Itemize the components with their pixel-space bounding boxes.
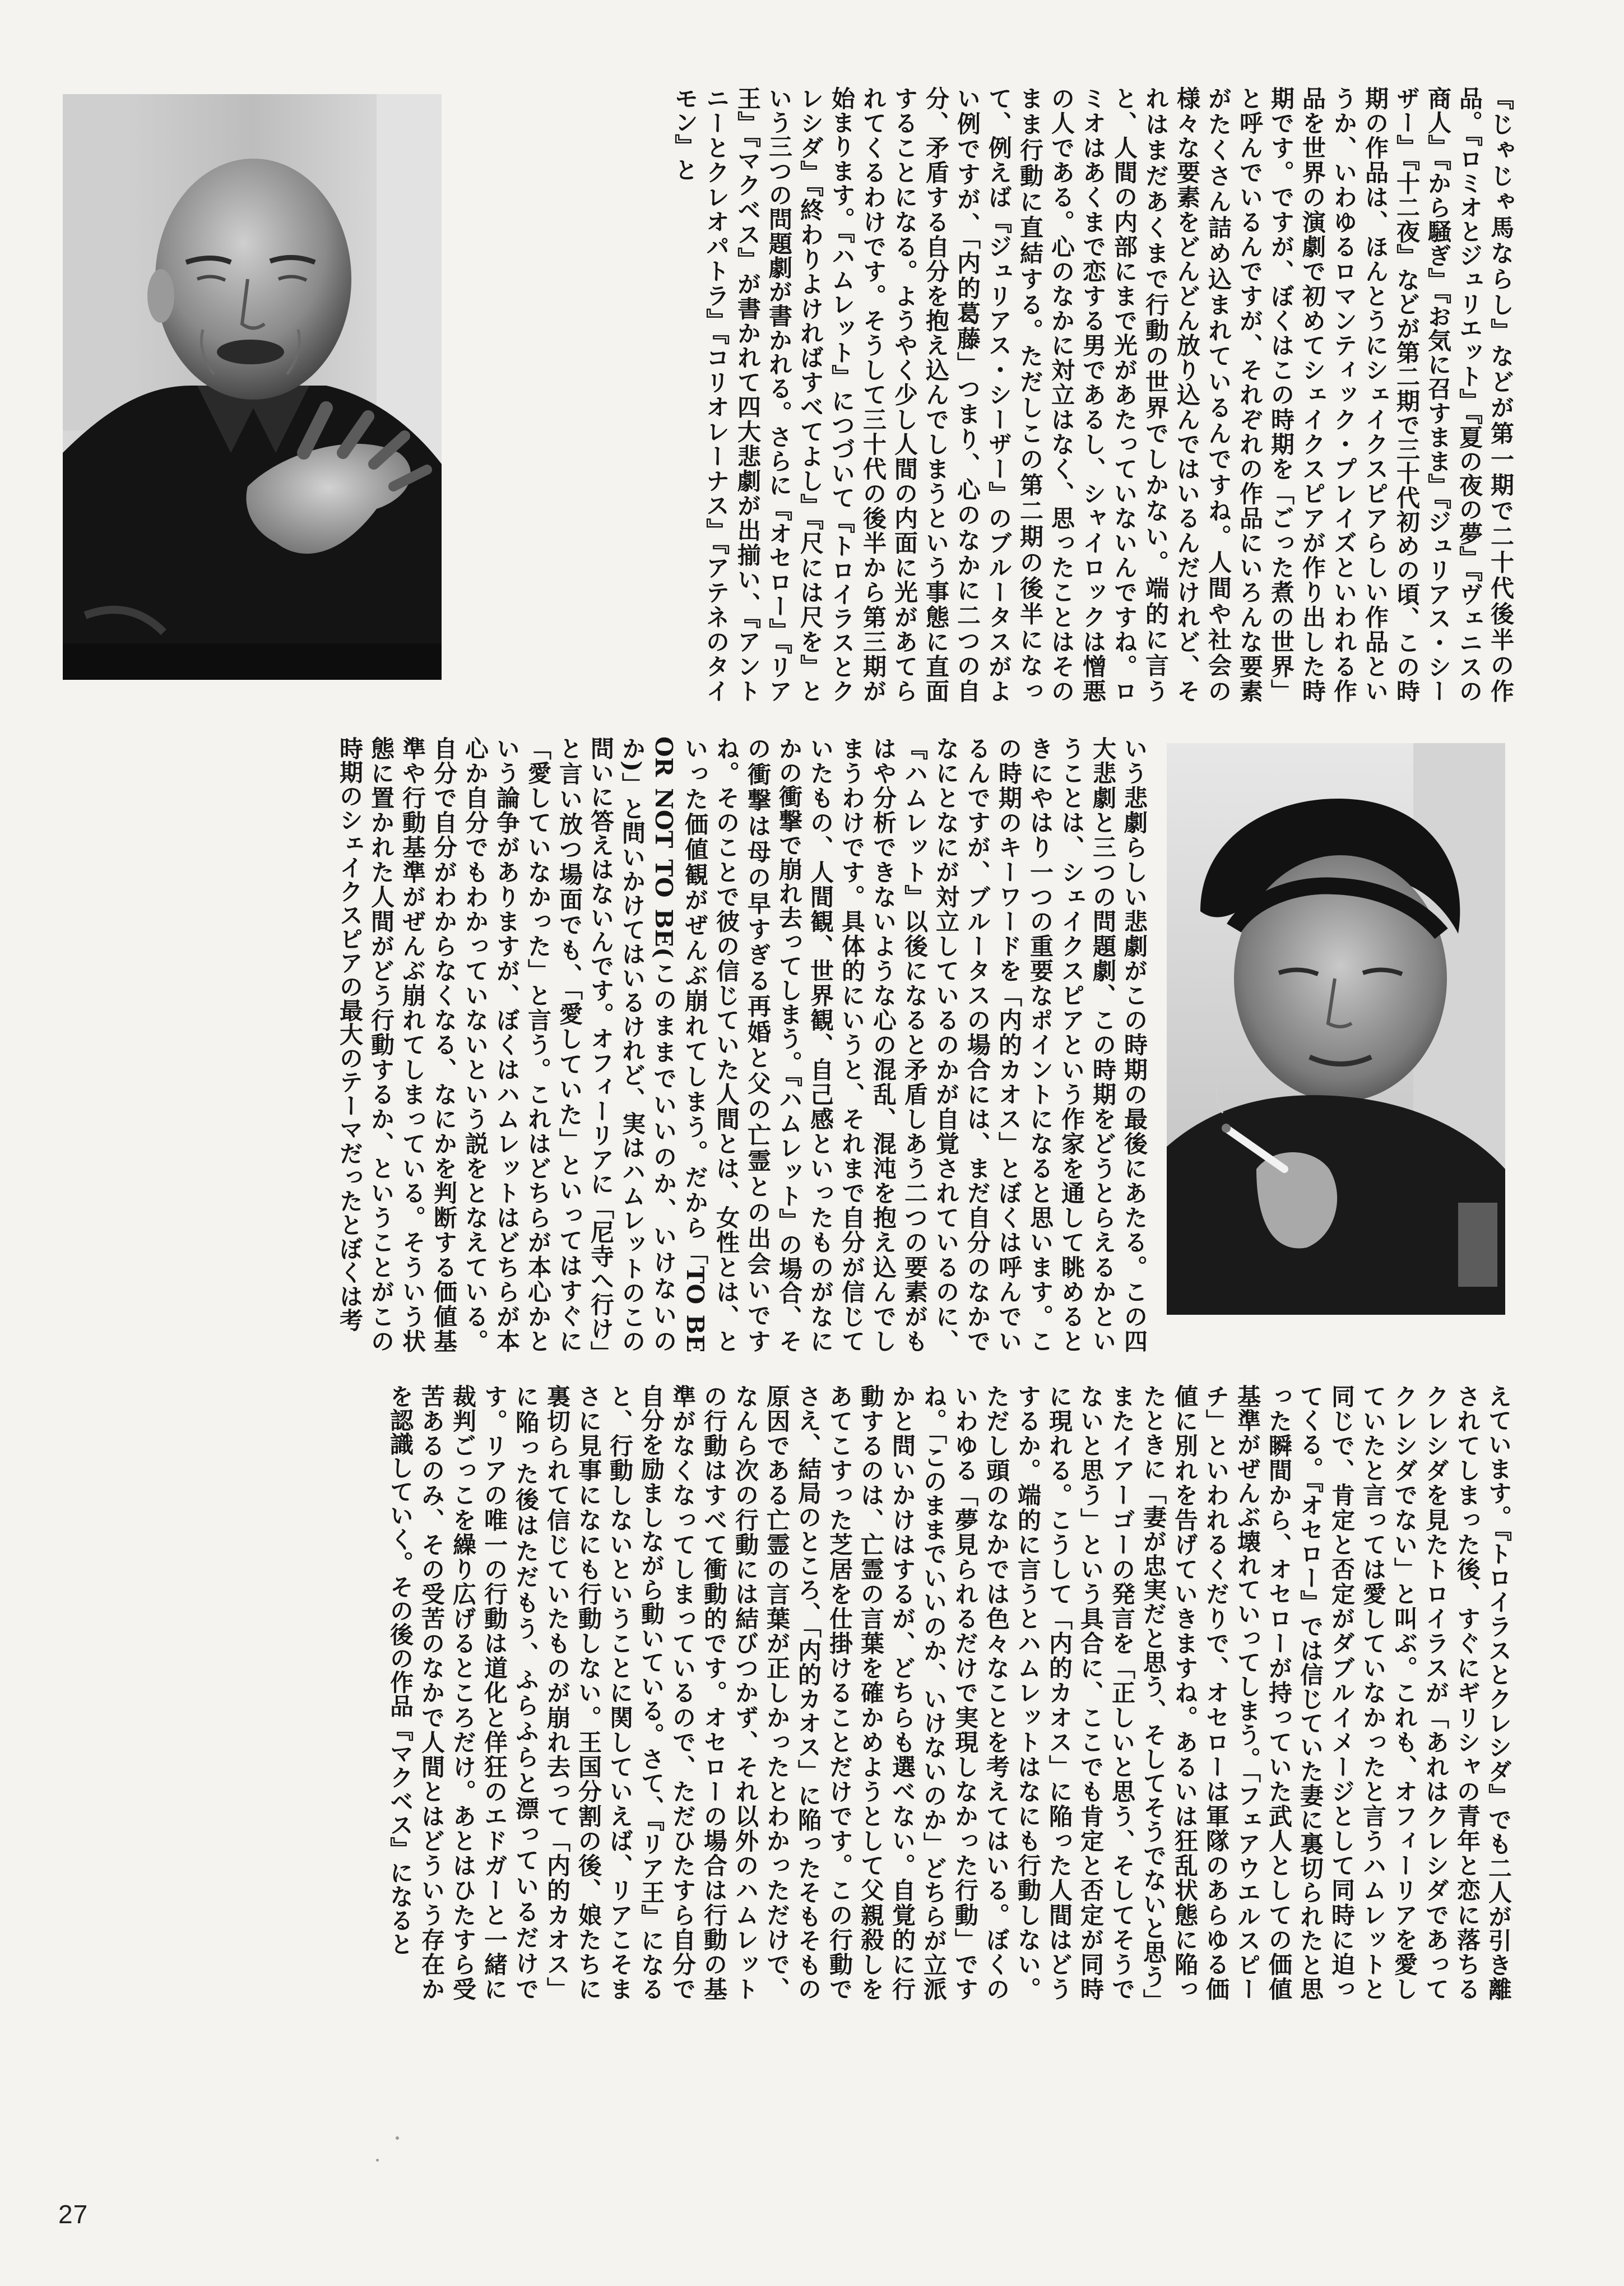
- paragraph: えています。『トロイラスとクレシダ』でも二人が引き離されてしまった後、すぐにギリシャの青年と恋に落ちるクレシダを見たトロイラスが「あれはクレシダであってクレシダでない」と叫ぶ。これも、オフィーリアを愛していたと言っては愛していなかったと言うハムレットと同じで、肯定と否定がダブルイメージとして同時に迫ってくる。『オセロー』では信じていた妻に裏切られたと思った瞬間から、オセローが持っていた武人としての価値基準がぜんぶ壊れていってしまう。「フェアウエルスピーチ」といわれるくだりで、オセローは軍隊のあらゆる価値に別れを告げていきますね。あるいは狂乱状態に陥ったときに「妻が忠実だと思う、そしてそうでないと思う」またイアーゴーの発言を「正しいと思う、そしてそうでないと思う」という具合に、ここでも肯定と否定が同時に現れる。こうして「内的カオス」に陥った人間はどうするか。端的に言うとハムレットはなにも行動しない。ただし頭のなかでは色々なことを考えてはいる。ぼくのいわゆる「夢見られるだけで実現しなかった行動」ですね。「このままでいいのか、いけないのか」どちらが立派かと問いかけはするが、どちらも選べない。自覚的に行動するのは、亡霊の言葉を確かめようとして父親殺しをあてこすった芝居を仕掛けることだけです。この行動でさえ、結局のところ、「内的カオス」に陥ったそもそもの原因である亡霊の言葉が正しかったとわかっただけで、なんら次の行動には結びつかず、それ以外のハムレットの行動はすべて衝動的です。オセローの場合は行動の基準がなくなってしまっているので、ただひたすら自分で自分を励ましながら動いている。さて、『リア王』になると、行動しないということに関していえば、リアこそまさに見事になにも行動しない。王国分割の後、娘たちに裏切られて信じていたものが崩れ去って「内的カオス」に陥った後はただもう、ふらふらと漂っているだけです。リアの唯一の行動は道化と佯狂のエドガーと一緒に裁判ごっこを繰り広げるところだけ。あとはひたすら受苦あるのみ、その受苦のなかで人間とはどういう存在かを認識していく。その後の作品『マクベス』になると: [387, 1384, 1512, 2001]
- photo-younger-man-image: [1167, 743, 1505, 1315]
- article-column-bottom: [63, 1384, 1514, 2001]
- page-number: 27: [58, 2200, 89, 2229]
- photo-older-man-image: [63, 94, 442, 680]
- article-column-top: [463, 86, 1516, 703]
- article-column-middle: [63, 736, 1150, 1353]
- photo-younger-man: [1167, 743, 1505, 1315]
- scan-speck: [376, 2159, 379, 2162]
- scan-speck: [396, 2136, 399, 2140]
- paragraph: いう悲劇らしい悲劇がこの時期の最後にあたる。この四大悲劇と三つの問題劇、この時期をどうとらえるかということは、シェイクスピアという作家を通して眺めるときにやはり一つの重要なポイントになると思います。この時期のキーワードを「内的カオス」とぼくは呼んでいるんですが、ブルータスの場合には、まだ自分のなかでなにとなにが対立しているのかが自覚されているのに、『ハムレット』以後になると矛盾しあう二つの要素がもはや分析できないような心の混乱、混沌を抱え込んでしまうわけです。具体的にいうと、それまで自分が信じていたもの、人間観、世界観、自己感といったものがなにかの衝撃で崩れ去ってしまう。『ハムレット』の場合、その衝撃は母の早すぎる再婚と父の亡霊との出会いですね。そのことで彼の信じていた人間とは、女性とは、といった価値観がぜんぶ崩れてしまう。だから「TO BE OR NOT TO BE(このままでいいのか、いけないのか)」と問いかけてはいるけれど、実はハムレットのこの問いに答えはないんです。オフィーリアに「尼寺へ行け」と言い放つ場面でも、「愛していた」といってはすぐに「愛していなかった」と言う。これはどちらが本心かという論争がありますが、ぼくはハムレットはどちらが本心か自分でもわかっていないという説をとなえている。自分で自分がわからなくなる、なにかを判断する価値基準や行動基準がぜんぶ崩れてしまっている。そういう状態に置かれた人間がどう行動するか、ということがこの時期のシェイクスピアの最大のテーマだったとぼくは考: [336, 736, 1148, 1353]
- paragraph: 『じゃじゃ馬ならし』などが第一期で二十代後半の作品。『ロミオとジュリエット』『夏の夜の夢』『ヴェニスの商人』『から騒ぎ』『お気に召すまま』『ジュリアス・シーザー』『十二夜』などが第二期で三十代初めの頃、この時期の作品は、ほんとうにシェイクスピアらしい作品というか、いわゆるロマンティック・プレイズといわれる作品を世界の演劇で初めてシェイクスピアが作り出した時期です。ですが、ぼくはこの時期を「ごった煮の世界」と呼んでいるんですが、それぞれの作品にいろんな要素がたくさん詰め込まれているんですね。人間や社会の様々な要素をどんどん放り込んではいるんだけれど、それはまだあくまで行動の世界でしかない。端的に言うと、人間の内部にまで光があたっていないんですね。ロミオはあくまで恋する男であるし、シャイロックは憎悪の人である。心のなかに対立はなく、思ったことはそのまま行動に直結する。ただしこの第二期の後半になって、例えば『ジュリアス・シーザー』のブルータスがよい例ですが、「内的葛藤」つまり、心のなかに二つの自分、矛盾する自分を抱え込んでしまうという事態に直面することになる。ようやく少し人間の内面に光があてられてくるわけです。そうして三十代の後半から第三期が始まります。『ハムレット』につづいて『トロイラスとクレシダ』『終わりよければすべてよし』『尺には尺を』という三つの問題劇が書かれる。さらに『オセロー』『リア王』『マクベス』が書かれて四大悲劇が出揃い、『アントニーとクレオパトラ』『コリオレーナス』『アテネのタイモン』と: [671, 86, 1515, 703]
- photo-older-man: [63, 94, 442, 680]
